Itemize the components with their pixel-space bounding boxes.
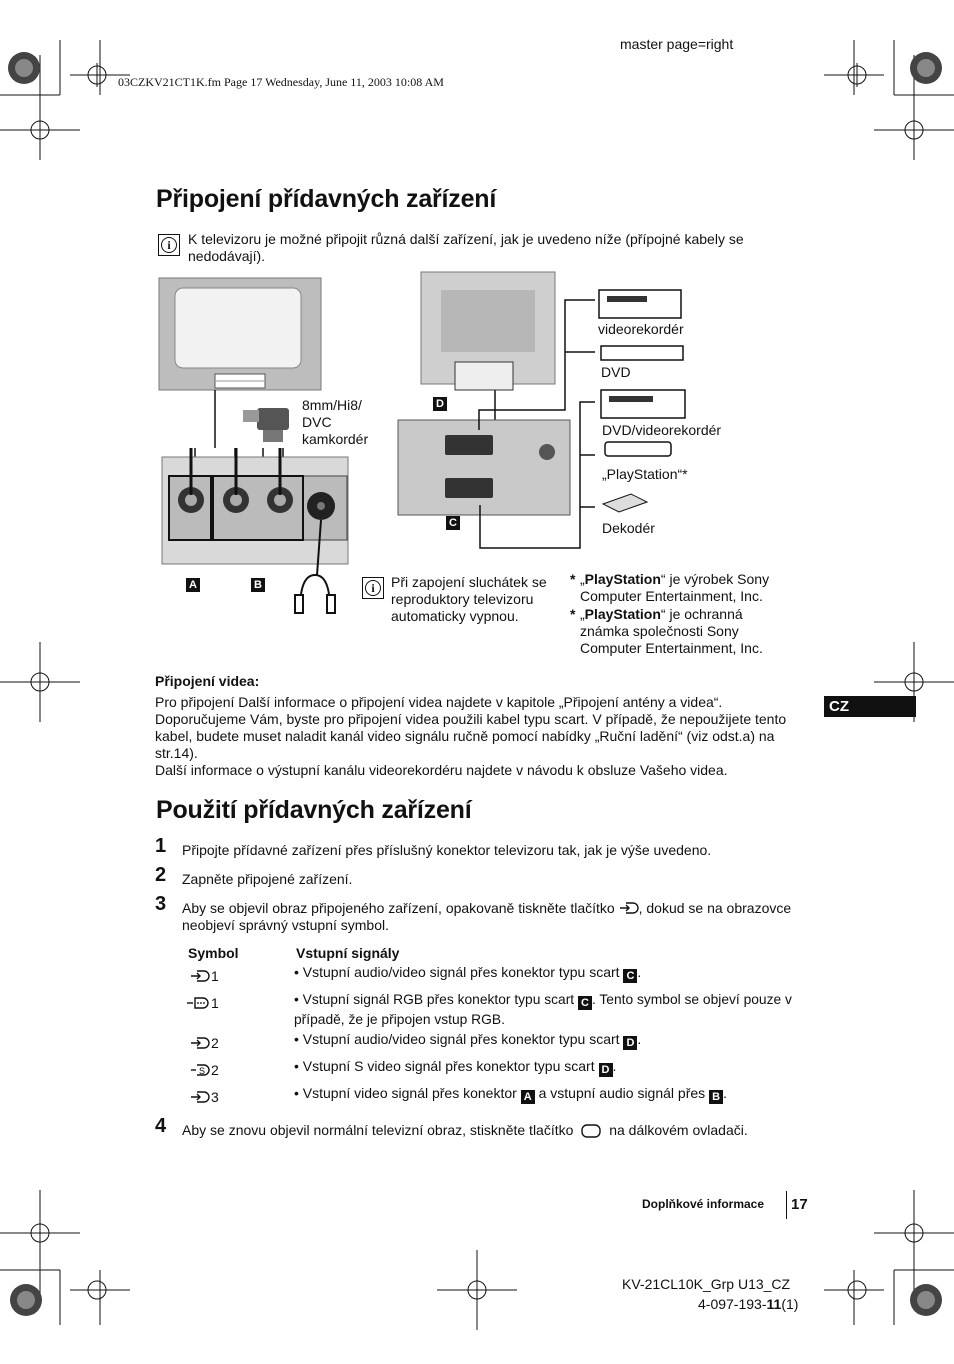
- video-body-2: Další informace o výstupní kanálu videorekordéru najdete v návodu k obsluze Vašeho videa.: [155, 762, 728, 778]
- footnote-2: „PlayStation“ je ochranná známka společnosti Sony Computer Entertainment, Inc.: [580, 606, 763, 656]
- step-3-text: Aby se objevil obraz připojeného zařízení, opakovaně tiskněte tlačítko , dokud se na obrazovce neobjeví správný vstupní symbol.: [182, 900, 792, 933]
- step-3-number: 3: [155, 893, 167, 915]
- step-1-text: Připojte přídavné zařízení přes příslušný konektor televizoru tak, jak je výše uvedeno.: [182, 842, 712, 858]
- scart-panel: [398, 420, 570, 515]
- input-2-svideo-icon: [190, 1063, 210, 1077]
- language-tab: CZ: [824, 696, 916, 717]
- table-header-symbol: Symbol: [188, 945, 239, 961]
- svg-text:S: S: [199, 1066, 206, 1076]
- section-title: Připojení přídavných zařízení: [156, 185, 497, 213]
- step-4-number: 4: [155, 1115, 167, 1137]
- page-number: 17: [791, 1196, 808, 1213]
- jack-panel: [162, 448, 348, 564]
- camcorder: [243, 408, 289, 442]
- footnote-1: „PlayStation“ je výrobek Sony Computer Entertainment, Inc.: [580, 571, 770, 604]
- footer-section-name: Doplňkové informace: [642, 1197, 765, 1211]
- tv-front: [159, 278, 321, 390]
- device-decoder: Dekodér: [602, 520, 655, 536]
- table-row-symbol: 3: [190, 1089, 219, 1105]
- table-row-symbol: 1: [190, 968, 219, 984]
- table-row: • Vstupní audio/video signál přes konektor typu scart D .: [294, 1031, 642, 1049]
- headphone-note: Při zapojení sluchátek se reproduktory televizoru automaticky vypnou.: [391, 574, 547, 624]
- info-icon-headphones: i: [362, 577, 384, 599]
- connector-c-label: C: [446, 516, 460, 530]
- connector-d-label: D: [433, 397, 447, 411]
- device-dvd: DVD: [601, 364, 631, 380]
- footnote-asterisk-1: *: [570, 571, 576, 587]
- video-body: Pro připojení Další informace o připojení videa najdete v kapitole „Připojení antény a videa“. Doporučujeme Vám, byste pro připojení videa použili kabel typu scart. V případě, že nepoužijete tento kabel, budete muset naladit kanál video signálu ručně pomocí nabídky „Ruční ladění“ (viz odst.a) na str.14).: [155, 694, 787, 761]
- section2-title: Použití přídavných zařízení: [156, 796, 472, 824]
- info-icon: i: [158, 234, 180, 256]
- master-page-label: master page=right: [620, 36, 734, 52]
- connector-a-label: A: [186, 578, 200, 592]
- table-row: • Vstupní S video signál přes konektor typu scart D .: [294, 1058, 617, 1076]
- table-row-symbol: S 2: [190, 1062, 219, 1078]
- table-row: • Vstupní video signál přes konektor A a vstupní audio signál přes B .: [294, 1085, 727, 1103]
- table-row: • Vstupní audio/video signál přes konektor typu scart C .: [294, 964, 642, 982]
- file-info-line: 03CZKV21CT1K.fm Page 17 Wednesday, June 11, 2003 10:08 AM: [118, 75, 444, 89]
- device-playstation: „PlayStation“*: [602, 466, 688, 482]
- connector-b-label: B: [251, 578, 265, 592]
- input-1-icon: [190, 969, 210, 983]
- input-3-icon: [190, 1090, 210, 1104]
- step-2-text: Zapněte připojené zařízení.: [182, 871, 353, 887]
- intro-text: K televizoru je možné připojit různá další zařízení, jak je uvedeno níže (přípojné kabely se nedodávají).: [188, 231, 744, 264]
- tv-button-icon: [581, 1124, 601, 1138]
- step-2-number: 2: [155, 864, 167, 886]
- input-button-icon: [619, 901, 639, 915]
- camcorder-label: 8mm/Hi8/ DVC kamkordér: [302, 397, 369, 447]
- input-1-rgb-icon: [186, 996, 210, 1010]
- video-heading: Připojení videa:: [155, 673, 260, 689]
- table-row-symbol: 1: [186, 995, 219, 1011]
- step-4-text: Aby se znovu objevil normální televizní obraz, stiskněte tlačítko na dálkovém ovladači.: [182, 1122, 748, 1138]
- input-2-icon: [190, 1036, 210, 1050]
- table-row-symbol: 2: [190, 1035, 219, 1051]
- table-row: • Vstupní signál RGB přes konektor typu scart C . Tento symbol se objeví pouze v případě, že je připojen vstup RGB.: [294, 992, 792, 1027]
- table-header-signals: Vstupní signály: [296, 945, 400, 961]
- footer-code: 4-097-193-11(1): [698, 1296, 799, 1312]
- footer-model: KV-21CL10K_Grp U13_CZ: [622, 1276, 791, 1292]
- tv-back: [421, 272, 555, 390]
- footnote-asterisk-2: *: [570, 606, 576, 622]
- device-vcr: videorekordér: [598, 321, 684, 337]
- device-dvd-vcr: DVD/videorekordér: [602, 422, 722, 438]
- step-1-number: 1: [155, 835, 167, 857]
